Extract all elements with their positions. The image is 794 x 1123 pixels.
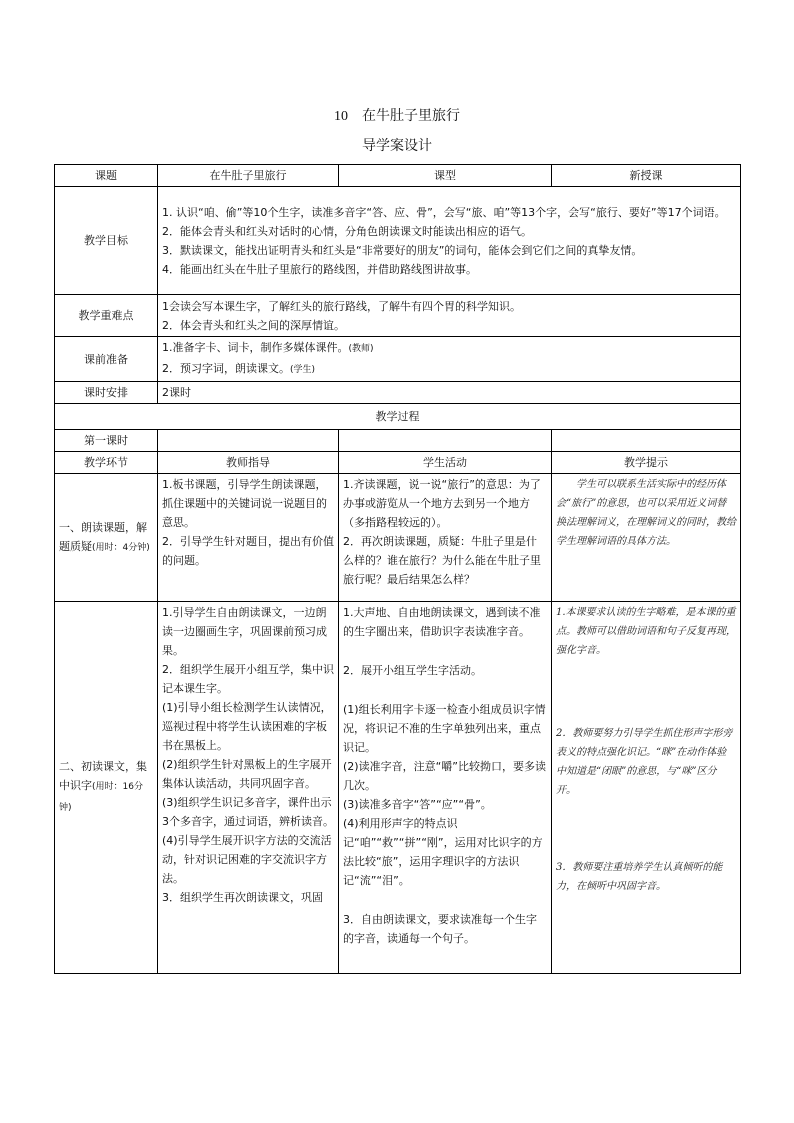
- student-item: (3)读准多音字“答”“应”“骨”。: [343, 798, 492, 811]
- student-item: (2)读准字音，注意“嚼”比较拗口，要多读几次。: [343, 760, 546, 792]
- topic-value: 在牛肚子里旅行: [158, 165, 339, 187]
- empty-cell: [552, 430, 741, 452]
- goals-label: 教学目标: [55, 187, 158, 295]
- step-time: (用时：4分钟): [92, 542, 150, 553]
- teacher-item: (2)组织学生针对黑板上的生字展开集体认读活动，共同巩固字音。: [162, 758, 332, 790]
- header-row: [55, 165, 741, 187]
- teacher-item: 2．组织学生展开小组互学，集中识记本课生字。: [162, 663, 334, 695]
- column-tips: 教学提示: [552, 452, 741, 474]
- step-name-cell: [55, 602, 158, 974]
- first-lesson-label: 第一课时: [55, 430, 158, 452]
- student-item: (4)利用形声字的特点识记“咱”“救”“拼”“刚”，运用对比识字的方法比较“旅”，运用字理识字的方法识记“流”“泪”。: [343, 817, 543, 887]
- empty-cell: [158, 430, 339, 452]
- lesson-plan-table: [54, 164, 741, 974]
- process-title-row: [55, 404, 741, 430]
- student-activity: [339, 474, 552, 602]
- step-name: 二、初读课文，集中识字: [59, 760, 147, 792]
- teacher-item: 3．组织学生再次朗读课文，巩固: [162, 891, 323, 904]
- teacher-guidance: [158, 474, 339, 602]
- teacher-item: (1)引导小组长检测学生认读情况，巡视过程中将学生认读困难的字板书在黑板上。: [162, 701, 332, 752]
- teacher-item: 1.引导学生自由朗读课文，一边朗读一边圈画生字，巩固课前预习成果。: [162, 606, 327, 657]
- hours-label: 课时安排: [55, 382, 158, 404]
- goal-item: 2．能体会青头和红头对话时的心情，分角色朗读课文时能读出相应的语气。: [162, 224, 532, 238]
- column-student: 学生活动: [339, 452, 552, 474]
- teaching-tips: [552, 474, 741, 602]
- column-header-row: [55, 452, 741, 474]
- tip-item: 3．教师要注重培养学生认真倾听的能力，在倾听中巩固字音。: [556, 862, 723, 892]
- goals-row: [55, 187, 741, 295]
- key-point-item: 1会读会写本课生字，了解红头的旅行路线，了解牛有四个胃的科学知识。: [162, 299, 521, 313]
- tip-item: 学生可以联系生活实际中的经历体会“旅行”的意思，也可以采用近义词替换法理解词义，在理解词义的同时，教给学生理解词语的具体方法。: [556, 479, 736, 547]
- teacher-item: 2．引导学生针对题目，提出有价值的问题。: [162, 535, 334, 567]
- topic-label: 课题: [55, 165, 158, 187]
- step-row: [55, 474, 741, 602]
- column-step: 教学环节: [55, 452, 158, 474]
- prep-item-note: (学生): [290, 365, 316, 375]
- prep-item: [162, 359, 736, 380]
- key-points-row: [55, 295, 741, 337]
- step-time: (用时：16分钟): [59, 782, 143, 813]
- student-item: (1)组长利用字卡逐一检查小组成员识字情况，将识记不准的生字单独列出来，重点识记。: [343, 703, 546, 754]
- key-points-content: [158, 295, 741, 337]
- process-title: 教学过程: [55, 404, 741, 430]
- goals-content: [158, 187, 741, 295]
- hours-row: [55, 382, 741, 404]
- goal-item: 1. 认识“咱、偷”等10个生字，读准多音字“答、应、骨”，会写“旅、咱”等13个字，会写“旅行、要好”等17个词语。: [162, 205, 726, 219]
- teacher-item: (4)引导学生展开识字方法的交流活动，针对识记困难的字交流识字方法。: [162, 834, 332, 885]
- prep-label: 课前准备: [55, 337, 158, 382]
- teacher-item: 1.板书课题，引导学生朗读课题，抓住课题中的关键词说一说题目的意思。: [162, 478, 327, 529]
- key-point-item: 2．体会青头和红头之间的深厚情谊。: [162, 318, 345, 332]
- student-activity: [339, 602, 552, 974]
- teacher-guidance: [158, 602, 339, 974]
- prep-row: [55, 337, 741, 382]
- prep-item-text: 1.准备字卡、词卡，制作多媒体课件。: [162, 341, 349, 354]
- type-value: 新授课: [552, 165, 741, 187]
- first-lesson-row: [55, 430, 741, 452]
- tip-item: 1.本课要求认读的生字略难，是本课的重点。教师可以借助词语和句子反复再现，强化字音。: [556, 607, 736, 656]
- tip-item: 2．教师要努力引导学生抓住形声字形旁表义的特点强化识记。“眯”在动作体验中知道是“闭眼”的意思，与“咪”区分开。: [556, 728, 733, 796]
- step-name: 一、朗读课题，解题质疑: [59, 520, 147, 553]
- prep-item-text: 2．预习字词，朗读课文。: [162, 362, 290, 375]
- step-name-cell: [55, 474, 158, 602]
- goal-item: 4．能画出红头在牛肚子里旅行的路线图，并借助路线图讲故事。: [162, 262, 477, 276]
- teaching-tips: [552, 602, 741, 974]
- student-item: 3．自由朗读课文，要求读准每一个生字的字音，读通每一个句子。: [343, 913, 537, 945]
- student-item: 1.大声地、自由地朗读课文，遇到读不准的生字圈出来，借助识字表读准字音。: [343, 606, 541, 638]
- document-subtitle: 导学案设计: [362, 138, 432, 154]
- column-teacher: 教师指导: [158, 452, 339, 474]
- prep-content: [158, 337, 741, 382]
- hours-value: 2课时: [158, 382, 741, 404]
- teacher-item: (3)组织学生识记多音字，课件出示3个多音字，通过词语，辨析读音。: [162, 796, 334, 828]
- empty-cell: [339, 430, 552, 452]
- student-item: 2．再次朗读课题，质疑：牛肚子里是什么样的？谁在旅行？为什么能在牛肚子里旅行呢？最后结果怎么样？: [343, 535, 541, 586]
- type-label: 课型: [339, 165, 552, 187]
- key-points-label: 教学重难点: [55, 295, 158, 337]
- lesson-number: 10: [334, 109, 348, 124]
- student-item: 1.齐读课题，说一说“旅行”的意思：为了办事或游览从一个地方去到另一个地方（多指路程较远的）。: [343, 478, 541, 529]
- prep-item-note: (教师): [348, 344, 374, 354]
- goal-item: 3．默读课文，能找出证明青头和红头是“非常要好的朋友”的词句，能体会到它们之间的真挚友情。: [162, 243, 643, 257]
- lesson-title: [0, 106, 794, 127]
- student-item: 2．展开小组互学生字活动。: [343, 664, 482, 677]
- lesson-title-text: 在牛肚子里旅行: [362, 108, 460, 124]
- step-row: [55, 602, 741, 974]
- prep-item: [162, 338, 736, 359]
